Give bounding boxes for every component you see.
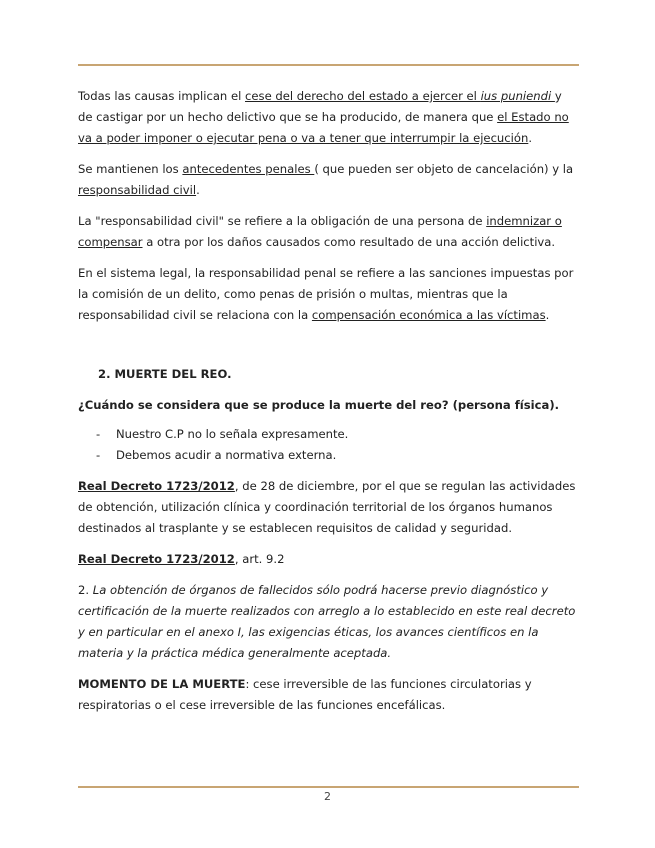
paragraph-antecedentes: Se mantienen los antecedentes penales ( que pueden ser objeto de cancelación) y la responsabilidad civil.	[78, 162, 574, 197]
decree-reference: Real Decreto 1723/2012	[78, 552, 235, 566]
text: Todas las causas implican el	[78, 89, 246, 103]
term-label: MOMENTO DE LA MUERTE	[78, 677, 246, 691]
underlined-text: el Estado no va a poder imponer o ejecutar pena o va a tener que interrumpir la ejecución	[78, 110, 569, 145]
underlined-text: responsabilidad civil	[78, 183, 197, 197]
bullet-list	[78, 424, 578, 466]
page-number: 2	[324, 790, 331, 803]
footer-rule	[78, 786, 579, 788]
quoted-article: La obtención de órganos de fallecidos sólo podrá hacerse previo diagnóstico y certificación de la muerte realizados con arreglo a lo establecido en este real decreto y en particular en el anexo I, las exigencias éticas, los avances científicos en la materia y la práctica médica generalmente aceptada.	[78, 583, 576, 660]
paragraph-article-quote: 2. La obtención de órganos de fallecidos sólo podrá hacerse previo diagnóstico y certificación de la muerte realizados con arreglo a lo establecido en este real decreto y en particular en el anexo I, las exigencias éticas, los avances científicos en la materia y la práctica médica generalmente aceptada.	[78, 583, 576, 660]
paragraph-real-decreto-art: Real Decreto 1723/2012, art. 9.2	[78, 552, 285, 566]
paragraph-real-decreto: Real Decreto 1723/2012, de 28 de diciembre, por el que se regulan las actividades de obtención, utilización clínica y coordinación territorial de los órganos humanos destinados al trasplante y se establecen requisitos de calidad y seguridad.	[78, 479, 576, 535]
paragraph-responsabilidad-civil: La "responsabilidad civil" se refiere a la obligación de una persona de indemnizar o compensar a otra por los daños causados como resultado de una acción delictiva.	[78, 214, 562, 249]
header-rule	[78, 64, 579, 66]
paragraph-causas: Todas las causas implican el cese del derecho del estado a ejercer el ius puniendi y de castigar por un hecho delictivo que se ha producido, de manera que el Estado no va a poder imponer o ejecutar pena o va a tener que interrumpir la ejecución.	[78, 89, 569, 145]
paragraph-sistema-legal: En el sistema legal, la responsabilidad penal se refiere a las sanciones impuestas por la comisión de un delito, como penas de prisión o multas, mientras que la responsabilidad civil se relaciona con la compensación económica a las víctimas.	[78, 266, 574, 322]
underlined-text: cese del derecho del estado a ejercer el ius puniendi	[245, 89, 555, 103]
text: y de castigar por un hecho delictivo que se ha producido, de manera que	[78, 89, 562, 124]
underlined-text: compensación económica a las víctimas	[311, 308, 546, 322]
decree-reference: Real Decreto 1723/2012	[78, 479, 235, 493]
section-heading: 2. MUERTE DEL REO.	[98, 367, 232, 381]
document-body	[78, 86, 578, 726]
underlined-text: antecedentes penales	[182, 162, 315, 176]
underlined-text: indemnizar o compensar	[78, 214, 562, 249]
list-item: - Nuestro C.P no lo señala expresamente.	[78, 424, 578, 445]
list-item: - Debemos acudir a normativa externa.	[78, 445, 578, 466]
section-question: ¿Cuándo se considera que se produce la muerte del reo? (persona física).	[78, 398, 560, 412]
paragraph-momento-muerte: MOMENTO DE LA MUERTE: cese irreversible de las funciones circulatorias y respiratorias o el cese irreversible de las funciones encefálicas.	[78, 677, 532, 712]
